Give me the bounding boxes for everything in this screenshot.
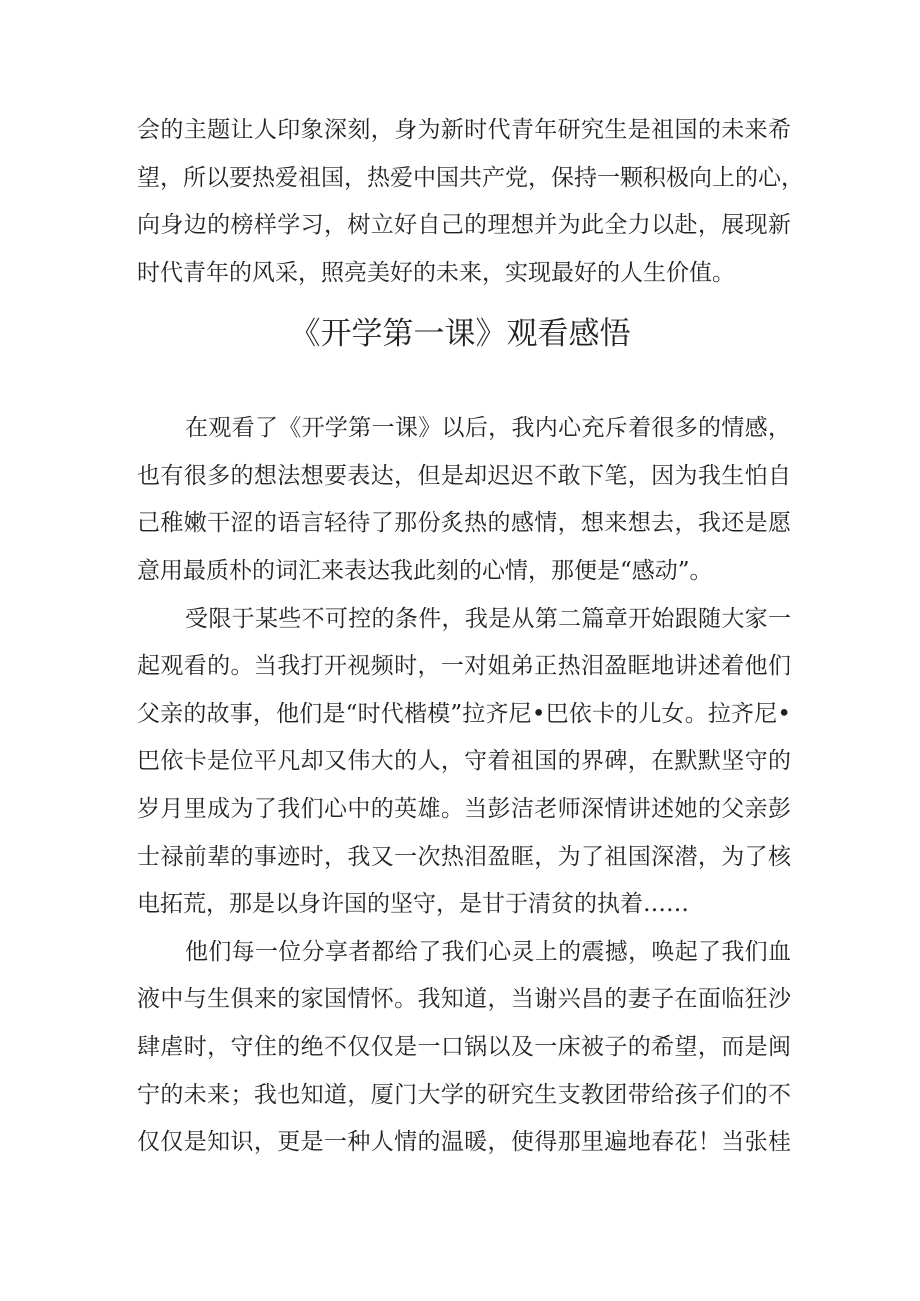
paragraph-2-line-1: 受限于某些不可控的条件，我是从第二篇章开始跟随大家一 (185, 606, 791, 632)
paragraph-2-line-5: 岁月里成为了我们心中的英雄。当彭洁老师深情讲述她的父亲彭 (137, 796, 791, 822)
paragraph-3-line-5: 仅仅是知识，更是一种人情的温暖，使得那里遍地春花！当张桂 (137, 1129, 791, 1155)
paragraph-3-line-3: 肆虐时，守住的绝不仅仅是一口锅以及一床被子的希望，而是闽 (137, 1034, 791, 1060)
paragraph-1-line-4: 意用最质朴的词汇来表达我此刻的心情，那便是“感动”。 (137, 558, 713, 584)
paragraph-2-line-4: 巴依卡是位平凡却又伟大的人，守着祖国的界碑，在默默坚守的 (137, 748, 791, 774)
paragraph-3-line-2: 液中与生俱来的家国情怀。我知道，当谢兴昌的妻子在面临狂沙 (137, 986, 791, 1012)
paragraph-3-line-1: 他们每一位分享者都给了我们心灵上的震撼，唤起了我们血 (185, 939, 791, 965)
section-title: 《开学第一课》观看感悟 (289, 316, 631, 352)
paragraph-2-line-2: 起观看的。当我打开视频时，一对姐弟正热泪盈眶地讲述着他们 (137, 653, 791, 679)
intro-line-1: 会的主题让人印象深刻，身为新时代青年研究生是祖国的未来希 (137, 117, 791, 143)
paragraph-1-line-3: 己稚嫩干涩的语言轻待了那份炙热的感情，想来想去，我还是愿 (137, 510, 791, 536)
paragraph-2-line-7: 电拓荒，那是以身许国的坚守，是甘于清贫的执着…… (137, 891, 689, 917)
paragraph-2-line-6: 士禄前辈的事迹时，我又一次热泪盈眶，为了祖国深潜，为了核 (137, 844, 791, 870)
intro-line-4: 时代青年的风采，照亮美好的未来，实现最好的人生价值。 (137, 260, 735, 286)
paragraph-1-line-1: 在观看了《开学第一课》以后，我内心充斥着很多的情感， (185, 415, 791, 441)
paragraph-3-line-4: 宁的未来；我也知道，厦门大学的研究生支教团带给孩子们的不 (137, 1082, 791, 1108)
intro-line-2: 望，所以要热爱祖国，热爱中国共产党，保持一颗积极向上的心， (137, 165, 804, 191)
intro-line-3: 向身边的榜样学习，树立好自己的理想并为此全力以赴，展现新 (137, 212, 791, 238)
paragraph-2-line-3: 父亲的故事，他们是“时代楷模”拉齐尼•巴依卡的儿女。拉齐尼• (137, 701, 791, 727)
paragraph-1-line-2: 也有很多的想法想要表达，但是却迟迟不敢下笔，因为我生怕自 (137, 463, 791, 489)
